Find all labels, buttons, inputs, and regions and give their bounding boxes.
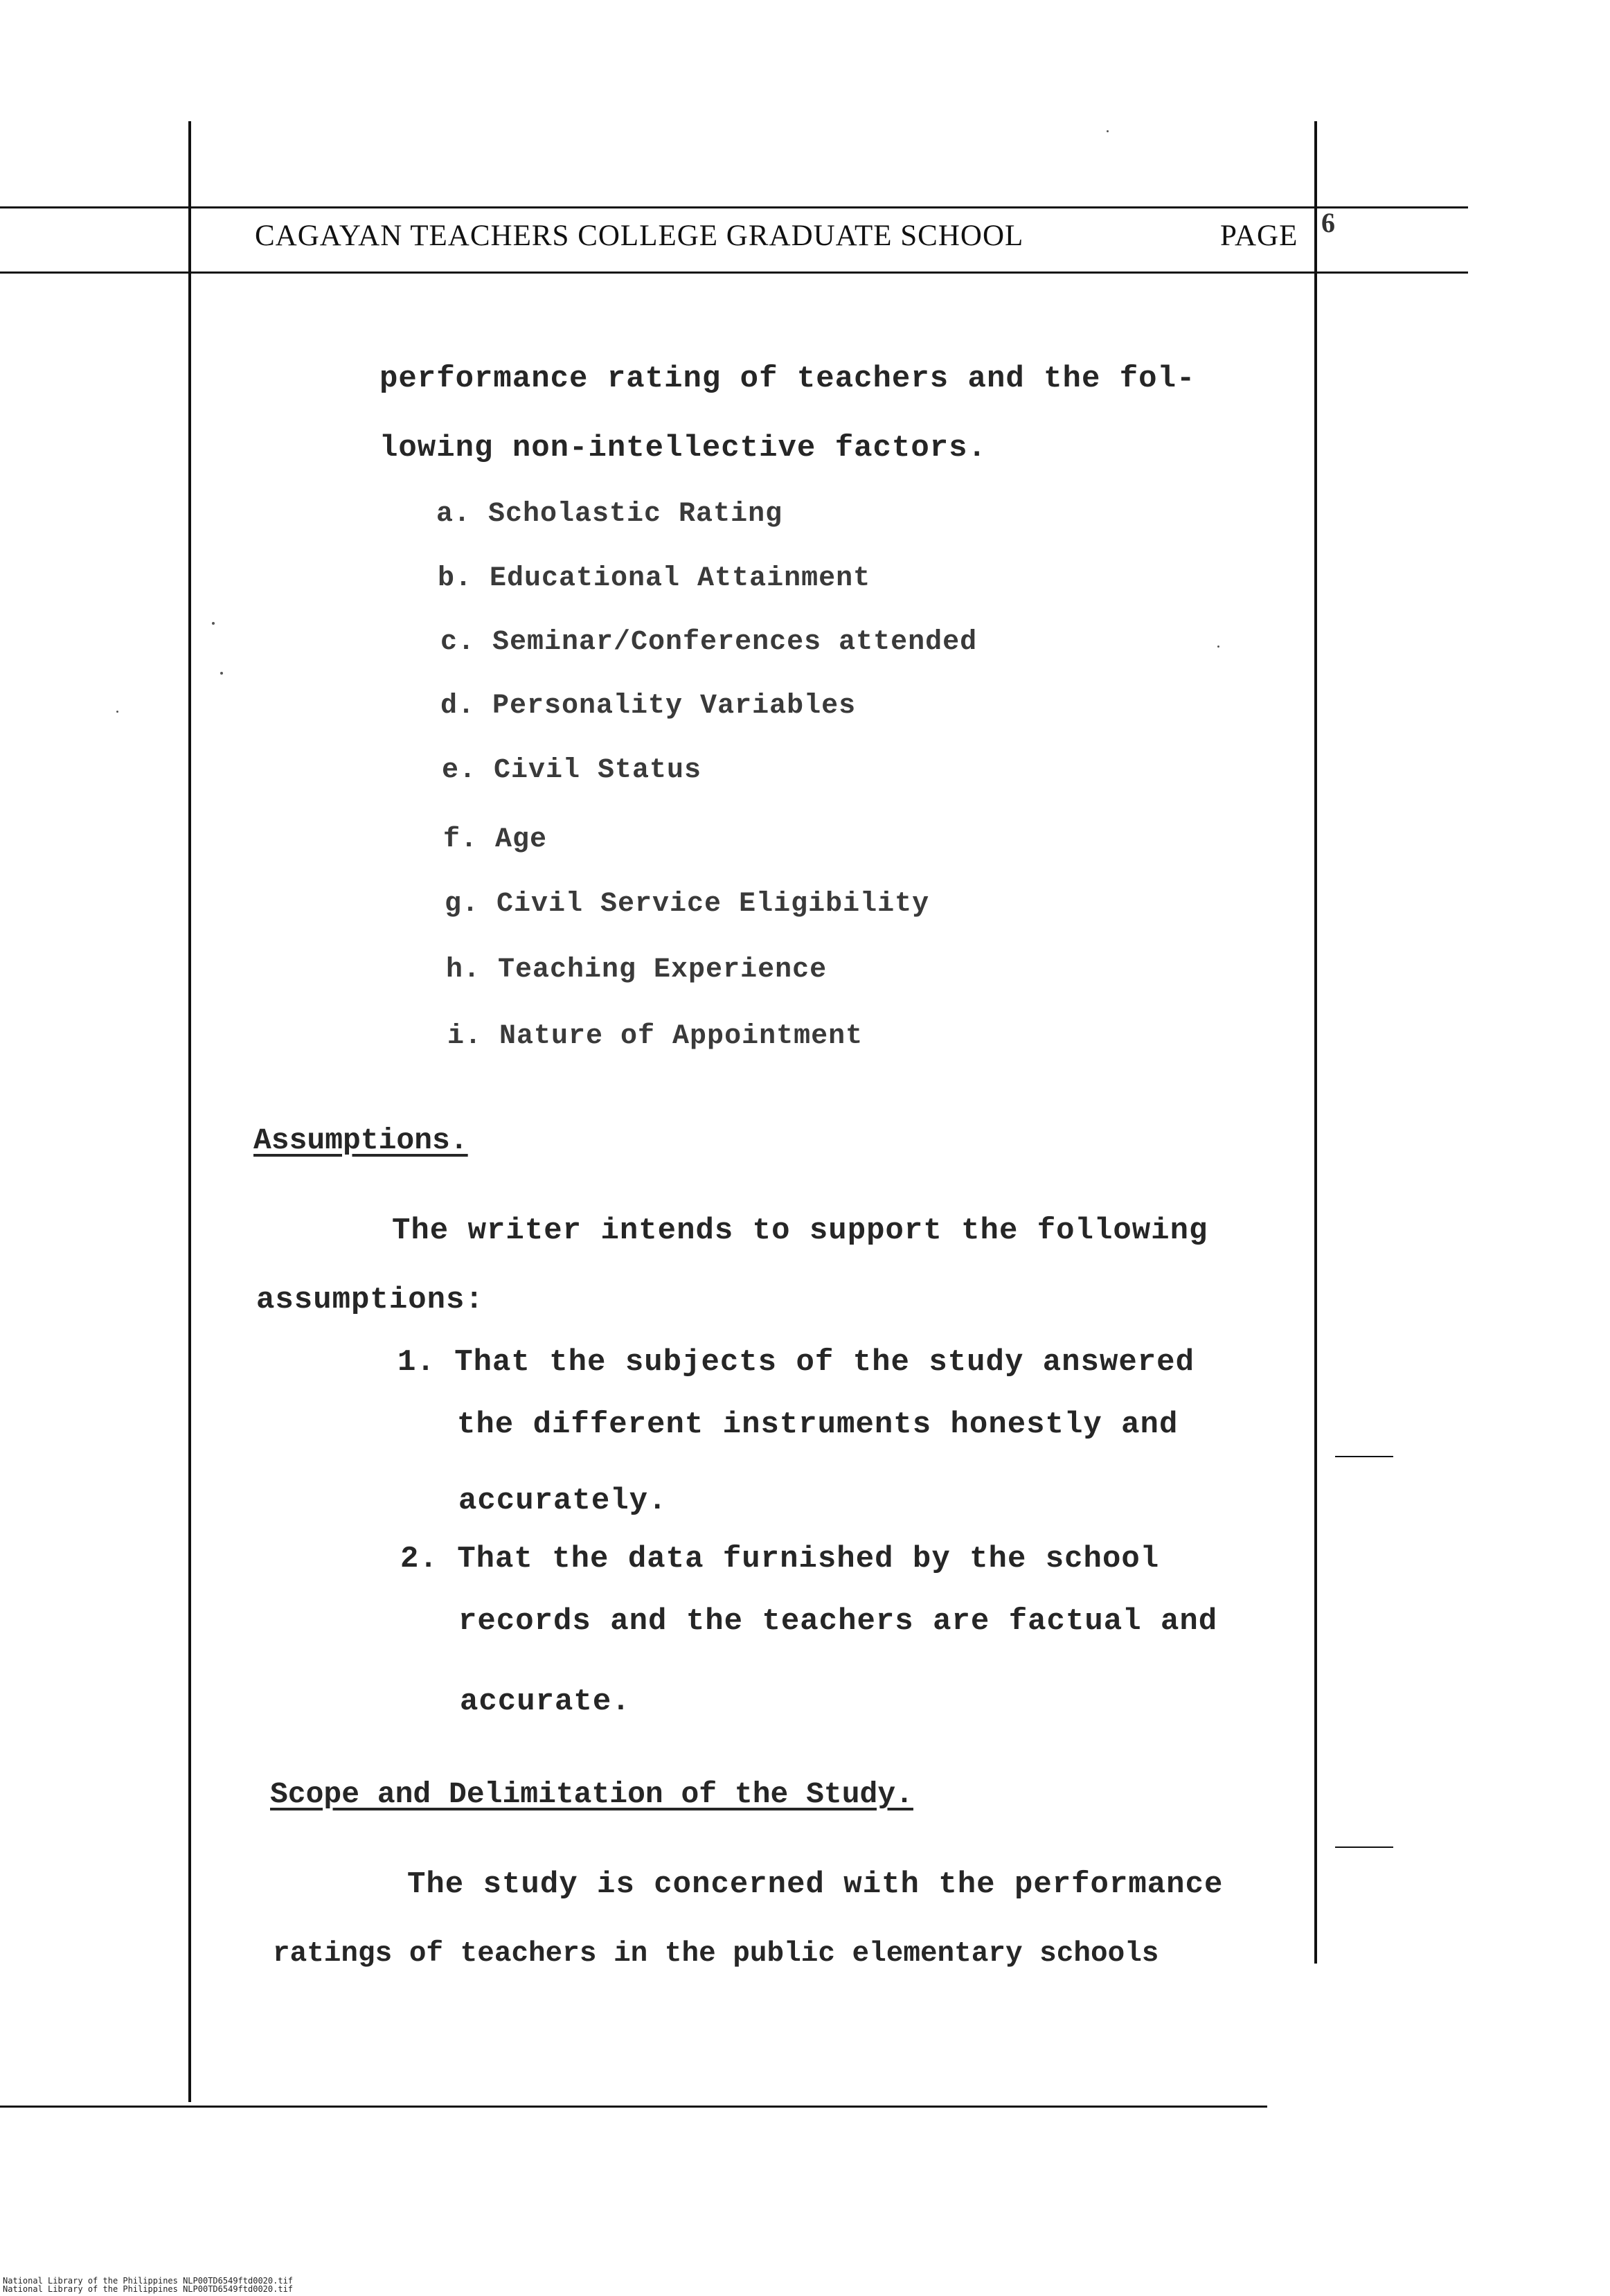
right-margin-rule bbox=[1314, 121, 1317, 1964]
left-margin-rule bbox=[188, 121, 191, 2102]
scan-speck bbox=[116, 711, 118, 713]
factor-item: a. Scholastic Rating bbox=[436, 499, 783, 530]
scope-line-1: The study is concerned with the performance bbox=[407, 1867, 1224, 1902]
assumptions-intro-line-2: assumptions: bbox=[256, 1283, 484, 1317]
assumption-1-line: 1. That the subjects of the study answered bbox=[397, 1345, 1195, 1380]
right-tick-2 bbox=[1335, 1846, 1393, 1848]
factor-item: c. Seminar/Conferences attended bbox=[440, 627, 978, 658]
factor-item: f. Age bbox=[443, 824, 548, 855]
scan-speck bbox=[1107, 130, 1109, 132]
header-title: CAGAYAN TEACHERS COLLEGE GRADUATE SCHOOL bbox=[255, 220, 1024, 252]
intro-line-2: lowing non-intellective factors. bbox=[379, 431, 987, 465]
header-bottom-rule bbox=[0, 272, 1468, 274]
page-number: 6 bbox=[1321, 207, 1335, 238]
intro-line-1: performance rating of teachers and the fol- bbox=[379, 362, 1196, 396]
assumption-1-line: the different instruments honestly and bbox=[457, 1407, 1179, 1442]
factor-item: g. Civil Service Eligibility bbox=[445, 889, 930, 920]
footer-line-1: National Library of the Philippines NLP00TD6549ftd0020.tif bbox=[3, 2276, 294, 2286]
scope-heading: Scope and Delimitation of the Study. bbox=[270, 1777, 913, 1811]
factor-item: i. Nature of Appointment bbox=[447, 1021, 864, 1052]
factor-item: d. Personality Variables bbox=[440, 691, 857, 722]
right-tick-1 bbox=[1335, 1456, 1393, 1457]
assumption-2-line: 2. That the data furnished by the school bbox=[400, 1542, 1160, 1576]
scan-speck bbox=[1217, 646, 1219, 648]
assumption-1-line: accurately. bbox=[458, 1484, 668, 1518]
scope-line-2: ratings of teachers in the public elementary schools bbox=[273, 1938, 1159, 1970]
factor-item: h. Teaching Experience bbox=[446, 954, 828, 986]
assumptions-heading: Assumptions. bbox=[253, 1123, 468, 1157]
header-top-rule bbox=[0, 206, 1468, 208]
footer-line-2: National Library of the Philippines NLP00TD6549ftd0020.tif bbox=[3, 2284, 294, 2294]
assumption-2-line: accurate. bbox=[460, 1684, 631, 1719]
header-page-label: PAGE bbox=[1220, 220, 1298, 252]
factor-item: b. Educational Attainment bbox=[438, 563, 871, 594]
scan-speck bbox=[212, 622, 215, 625]
scan-speck bbox=[220, 672, 223, 675]
factor-item: e. Civil Status bbox=[442, 755, 702, 786]
assumptions-intro-line-1: The writer intends to support the following bbox=[392, 1213, 1208, 1248]
assumption-2-line: records and the teachers are factual and bbox=[458, 1604, 1218, 1639]
footer-rule bbox=[0, 2106, 1267, 2108]
